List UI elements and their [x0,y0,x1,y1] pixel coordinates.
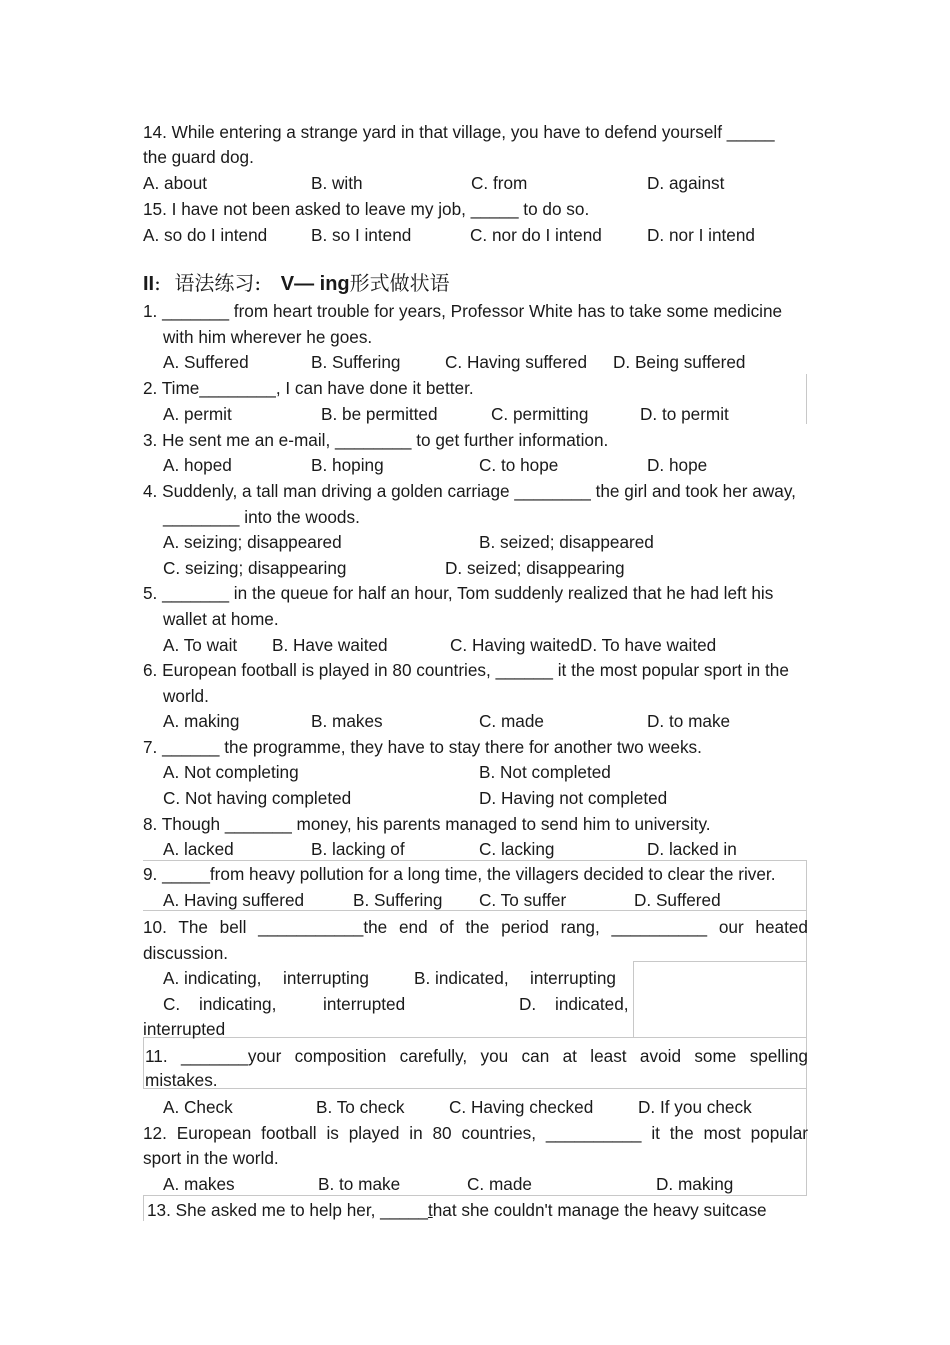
q2-stem: 2. Time________, I can have done it better. [143,378,474,398]
q7-option-a: A. Not completing [163,762,299,782]
section-topic-cn: 形式做状语 [349,271,450,295]
q10-stem-cont: discussion. [143,943,229,963]
q14-option-c: C. from [471,173,528,193]
q1-option-b: B. Suffering [311,352,401,372]
q10-stem: 10. The bell ___________the end of the period rang, __________ our heated [143,917,808,937]
q12-option-c: C. made [467,1174,532,1194]
q6-option-b: B. makes [311,711,383,731]
q10-option-a-part2: interrupting [283,968,369,988]
q8-option-a: A. lacked [163,839,234,859]
q2-option-d: D. to permit [640,404,729,424]
q7-option-c: C. Not having completed [163,788,352,808]
q4-stem-cont: ________ into the woods. [163,507,360,527]
border-top-q9 [143,860,807,861]
q1-stem: 1. _______ from heart trouble for years, Professor White has to take some medicine [143,301,783,321]
q9-option-a: A. Having suffered [163,890,305,910]
q1-option-d: D. Being suffered [613,352,746,372]
q15-option-a: A. so do I intend [143,225,268,245]
q11-stem-cont: mistakes. [145,1070,218,1090]
q15-option-d: D. nor I intend [647,225,755,245]
q12-option-b: B. to make [318,1174,401,1194]
q1-option-c: C. Having suffered [445,352,588,372]
q10-option-c: C. [163,994,181,1014]
border-bottom-q11 [143,1088,807,1089]
q11-option-c: C. Having checked [449,1097,594,1117]
border-right-q2 [806,374,807,424]
border-left-q11 [143,1037,144,1089]
q4-stem: 4. Suddenly, a tall man driving a golden carriage ________ the girl and took her away, [143,481,796,501]
q4-option-b: B. seized; disappeared [479,532,654,552]
q14-option-d: D. against [647,173,725,193]
q7-option-b: B. Not completed [479,762,611,782]
border-right-q9 [806,860,807,910]
q10-option-b: B. indicated, [414,968,509,988]
q6-option-a: A. making [163,711,240,731]
q6-stem: 6. European football is played in 80 countries, ______ it the most popular sport in the [143,660,789,680]
border-top-q11 [143,1037,807,1038]
q3-option-a: A. hoped [163,455,232,475]
q11-stem: 11. _______your composition carefully, you can at least avoid some spelling [145,1046,808,1066]
q11-option-a: A. Check [163,1097,233,1117]
q3-option-d: D. hope [647,455,708,475]
q9-option-d: D. Suffered [634,890,721,910]
section-label: 语法练习: [174,271,262,295]
q5-stem-cont: wallet at home. [163,609,279,629]
q8-option-b: B. lacking of [311,839,405,859]
q6-stem-cont: world. [163,686,209,706]
q15-option-c: C. nor do I intend [470,225,602,245]
q2-option-b: B. be permitted [321,404,438,424]
q2-option-c: C. permitting [491,404,589,424]
q5-option-a: A. To wait [163,635,238,655]
q8-stem: 8. Though _______ money, his parents managed to send him to university. [143,814,711,834]
q13-stem-post: hat she couldn't manage the heavy suitcase [432,1200,767,1220]
border-top-q13 [143,1195,807,1196]
q14-stem-cont: the guard dog. [143,147,254,167]
border-q10-box-left [633,961,634,1037]
q12-stem: 12. European football is played in 80 countries, __________ it the most popular [143,1123,808,1143]
q5-stem: 5. _______ in the queue for half an hour, Tom suddenly realized that he had left his [143,583,774,603]
q13-stem [147,1199,767,1221]
q3-stem: 3. He sent me an e-mail, ________ to get further information. [143,430,609,450]
q12-stem-cont: sport in the world. [143,1148,279,1168]
q9-option-c: C. To suffer [479,890,567,910]
q7-option-d: D. Having not completed [479,788,668,808]
border-q10-box-right [806,961,807,1037]
q11-option-b: B. To check [316,1097,405,1117]
q2-option-a: A. permit [163,404,232,424]
q8-option-d: D. lacked in [647,839,737,859]
q15-stem: 15. I have not been asked to leave my job, _____ to do so. [143,199,590,219]
q4-option-c: C. seizing; disappearing [163,558,347,578]
q9-option-b: B. Suffering [353,890,443,910]
q10-option-a: A. indicating, [163,968,262,988]
q1-stem-cont: with him wherever he goes. [163,327,373,347]
q10-option-d-cont: interrupted [143,1019,226,1039]
q9-stem: 9. _____from heavy pollution for a long time, the villagers decided to clear the river. [143,864,776,884]
q13-stem-pre: 13. She asked me to help her, _____ [147,1200,428,1220]
q3-option-c: C. to hope [479,455,559,475]
section-topic-en: V— ing [280,273,350,295]
q3-option-b: B. hoping [311,455,384,475]
q12-option-a: A. makes [163,1174,235,1194]
q4-option-a: A. seizing; disappeared [163,532,342,552]
q5-option-cd: C. Having waitedD. To have waited [450,635,717,655]
q10-option-c-part3: interrupted [323,994,406,1014]
q14-option-b: B. with [311,173,363,193]
q15-option-b: B. so I intend [311,225,412,245]
q8-option-c: C. lacking [479,839,555,859]
section-heading [143,270,450,297]
border-q10-box-top [634,961,807,962]
border-left-q13 [143,1195,144,1221]
q13-stem-underlined: t [427,1200,433,1220]
q14-stem: 14. While entering a strange yard in that village, you have to defend yourself _____ [143,122,775,142]
q7-stem: 7. ______ the programme, they have to stay there for another two weeks. [143,737,702,757]
q10-option-d: D. [519,994,537,1014]
q10-option-d-part2: indicated, [555,994,629,1014]
q10-option-c-part2: indicating, [199,994,277,1014]
q12-option-d: D. making [656,1174,734,1194]
q5-option-b: B. Have waited [272,635,388,655]
q14-option-a: A. about [143,173,208,193]
section-roman: II [143,273,155,295]
q10-option-b-part2: interrupting [530,968,616,988]
q11-option-d: D. If you check [638,1097,752,1117]
q4-option-d: D. seized; disappearing [445,558,625,578]
section-colon: : [154,271,161,295]
q6-option-d: D. to make [647,711,731,731]
q6-option-c: C. made [479,711,544,731]
q1-option-a: A. Suffered [163,352,249,372]
